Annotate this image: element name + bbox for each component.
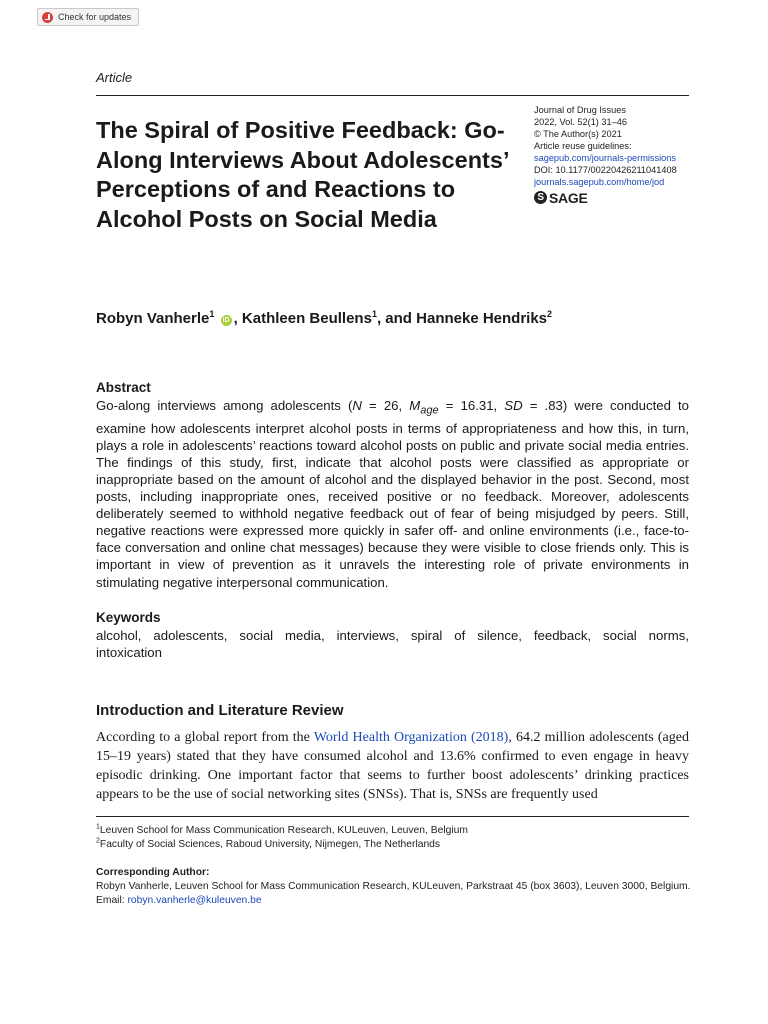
publisher-name: SAGE: [549, 189, 588, 206]
sage-logo: [534, 191, 694, 204]
article-title: The Spiral of Positive Feedback: Go-Along Interviews About Adolescents’ Perceptions of and Reactions to Alcohol Posts on Social Media: [96, 117, 509, 232]
abstract-text: Go-along interviews among adolescents (N = 26, $M_{age} = 16.31$, SD = .83) were conducted to examine how adolescents interpret alcohol posts in terms of appropriateness and how this, in turn, plays a role in adolescents’ reactions toward alcohol posts on public and private social media entries. The findings of this study, first, indicate that alcohol posts were classified as appropriate or inappropriate based on the amount of alcohol and the displayed behavior in the post. Second, most posts, including inappropriate ones, received positive or no feedback. Moreover, adolescents deliberately seemed to withhold negative feedback out of fear of being misjudged by peers. Still, negative reactions were expressed more quickly in safer off- and online environments (i.e., face-to-face conversation and online chat messages) because they were visible to close friends only. This is important in view of prevention as it unravels the interesting role of private environments in stimulating negative interpersonal communication.: [96, 398, 690, 590]
affiliation-marker: 1: [371, 309, 377, 319]
author-separator: , and: [376, 310, 417, 327]
check-updates-icon: [42, 12, 53, 23]
email-link[interactable]: robyn.vanherle@kuleuven.be: [127, 895, 262, 906]
journal-info: [534, 104, 694, 204]
introduction-text: According to a global report from the World Health Organization (2018), 64.2 million adolescents (aged 15–19 years) stated that they have consumed alcohol and 13.6% confirmed to even engage in heavy episodic drinking. One important factor that seems to further boost adolescents’ drinking practices appears to be the use of social networking sites (SNSs). That is, SNSs are frequently used: [96, 730, 689, 802]
check-for-updates-label: Check for updates: [58, 12, 132, 22]
author-list: [96, 310, 696, 327]
reuse-guidelines-label: Article reuse guidelines:: [534, 141, 632, 151]
keywords-text: alcohol, adolescents, social media, interviews, spiral of silence, feedback, social norms, intoxication: [96, 628, 689, 661]
affiliation-line: $^1$Leuven School for Mass Communication Research, KULeuven, Leuven, Belgium: [96, 823, 468, 836]
affiliation-line: $^2$Faculty of Social Sciences, Raboud University, Nijmegen, The Netherlands: [96, 837, 441, 850]
section-heading: Introduction and Literature Review: [96, 702, 344, 719]
author-name: Robyn Vanherle: [96, 310, 210, 327]
corresponding-author-address: Robyn Vanherle, Leuven School for Mass Communication Research, KULeuven, Parkstraat 45 (box 3603), Leuven 3000, Belgium.: [96, 881, 691, 892]
keywords-heading: Keywords: [96, 610, 161, 625]
sage-s-icon: S: [534, 191, 547, 204]
affiliations: [96, 824, 689, 852]
orcid-icon[interactable]: iD: [222, 317, 230, 324]
check-for-updates-badge[interactable]: [37, 8, 139, 26]
abstract-heading: Abstract: [96, 380, 151, 395]
journal-volume: 2022, Vol. 52(1) 31–46: [534, 117, 627, 127]
reuse-guidelines-link[interactable]: sagepub.com/journals-permissions: [534, 153, 676, 163]
journal-name: Journal of Drug Issues: [534, 105, 626, 115]
corresponding-author: [96, 866, 696, 908]
corresponding-author-label: Corresponding Author:: [96, 867, 210, 878]
corresponding-author-email: Email: robyn.vanherle@kuleuven.be: [96, 895, 262, 906]
journal-home-link[interactable]: journals.sagepub.com/home/jod: [534, 177, 665, 187]
citation-link[interactable]: World Health Organization (2018): [313, 730, 509, 745]
affiliation-marker: 1: [209, 309, 215, 319]
author-name: Kathleen Beullens: [241, 310, 372, 327]
article-type-label: Article: [96, 70, 133, 85]
author-separator: ,: [233, 310, 242, 327]
author-name: Hanneke Hendriks: [416, 310, 548, 327]
journal-doi: DOI: 10.1177/00220426211041408: [534, 165, 677, 175]
header-divider: [96, 95, 689, 96]
journal-copyright: © The Author(s) 2021: [534, 129, 622, 139]
footnote-divider: [96, 816, 689, 817]
affiliation-marker: 2: [547, 309, 553, 319]
